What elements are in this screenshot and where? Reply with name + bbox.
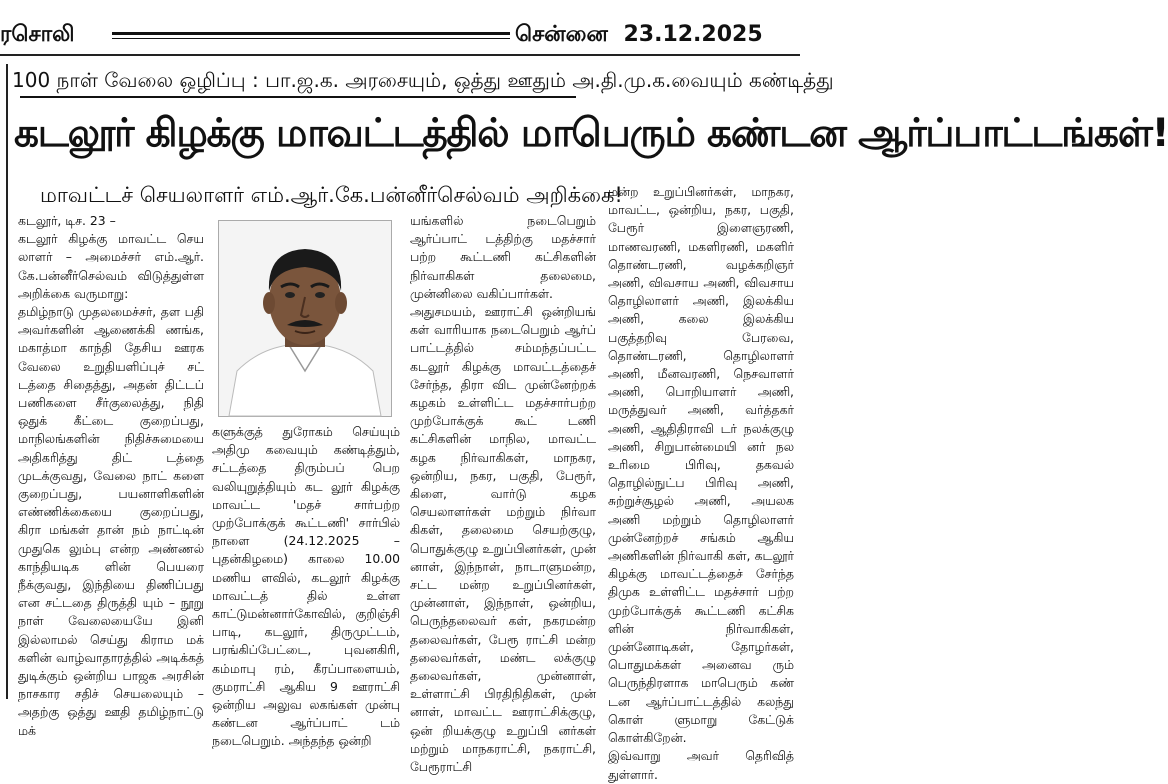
city: சென்னை <box>515 22 608 47</box>
kicker: 100 நாள் வேலை ஒழிப்பு : பா.ஜ.க. அரசையும், ஒத்து ஊதும் அ.தி.மு.க.வையும் கண்டித்து <box>12 68 834 92</box>
portrait-photo <box>218 220 392 417</box>
masthead-separator <box>0 54 800 56</box>
kicker-underline <box>20 96 576 98</box>
article-column-2: களுக்குத் துரோகம் செய்யும் அதிமு கவையும் கண்டித்தும், சட்டத்தை திரும்பப் பெற வலியுறுத்தியும் கட லூர் கிழக்கு மாவட்ட 'மதச் சார்பற்ற முற்போக்குக் கூட்டணி' சார்பில் நாளை (24.12.2025 – புதன்கிழமை) காலை 10.00 மணிய ளவில், கடலூர் கிழக்கு மாவட்டத் தில் உள்ள காட்டுமன்னார்கோவில், குறிஞ்சி பாடி, கடலூர், திருமுட்டம், பரங்கிப்பேட்டை, புவனகிரி, கம்மாபு ரம், கீரப்பாளையம், குமராட்சி ஆகிய 9 ஊராட்சி ஒன்றிய அலுவ லகங்கள் முன்பு கண்டன ஆர்ப்பாட் டம் நடைபெறும். அந்தந்த ஒன்றி <box>212 424 400 749</box>
masthead-rule <box>112 32 510 35</box>
date: 23.12.2025 <box>623 22 763 47</box>
portrait-illustration <box>219 221 391 416</box>
article-column-4: மன்ற உறுப்பினர்கள், மாநகர, மாவட்ட, ஒன்றிய, நகர, பகுதி, பேரூர் இளைஞரணி, மாணவரணி, மகளிரணி, மகளிர் தொண்டரணி, வழக்கறிஞர் அணி, விவசாய அணி, விவசாய தொழிலாளர் அணி, இலக்கிய அணி, கலை இலக்கிய பகுத்தறிவு பேரவை, தொண்டரணி, தொழிலாளர் அணி, மீனவரணி, நெசவாளர் அணி, பொறியாளர் அணி, மருத்துவர் அணி, வர்த்தகர் அணி, ஆதிதிராவி டர் நலக்குழு அணி, சிறுபான்மையி னர் நல உரிமை பிரிவு, தகவல் தொழில்நுட்ப பிரிவு அணி, சுற்றுச்சூழல் அணி, அயலக அணி மற்றும் தொழிலாளர் முன்னேற்றச் சங்கம் ஆகிய அணிகளின் நிர்வாகி கள், கடலூர் கிழக்கு மாவட்டத்தைச் சேர்ந்த திமுக உள்ளிட்ட மதச்சார் பற்ற முற்போக்குக் கூட்டணி கட்சிக ளின் நிர்வாகிகள், முன்னோடிகள், தோழர்கள், பொதுமக்கள் அனைவ ரும் பெருந்திரளாக மாபெரும் கண் டன ஆர்ப்பாட்டத்தில் கலந்து கொள் ளுமாறு கேட்டுக் கொள்கிறேன். இவ்வாறு அவர் தெரிவித் துள்ளார். <box>608 184 794 782</box>
headline: கடலூர் கிழக்கு மாவட்டத்தில் மாபெரும் கண்டன ஆர்ப்பாட்டங்கள்! <box>14 111 1168 156</box>
article-column-1: கடலூர், டிச. 23 – கடலூர் கிழக்கு மாவட்ட செய லாளர் – அமைச்சர் எம்.ஆர். கே.பன்னீர்செல்வம் விடுத்துள்ள அறிக்கை வருமாறு: தமிழ்நாடு முதலமைச்சர், தள பதி அவர்களின் ஆணைக்கி ணங்க, மகாத்மா காந்தி தேசிய ஊரக வேலை உறுதியளிப்புச் சட் டத்தை சிதைத்து, அதன் திட்டப் பணிகளை சீர்குலைத்து, நிதி ஒதுக் கீட்டை குறைப்பது, மாநிலங்களின் நிதிச்சுமையை அதிகரித்து திட் டத்தை முடக்குவது, வேலை நாட் களை குறைப்பது, பயனாளிகளின் எண்ணிக்கையை குறைப்பது, கிரா மங்கள் தான் நம் நாட்டின் முதுகெ லும்பு என்ற அண்ணல் காந்தியடிக ளின் பெயரை நீக்குவது, இந்தியை திணிப்பது என சட்டதை திருத்தி யும் – நூறு நாள் வேலையையே இனி இல்லாமல் செய்து கிராம மக் களின் வாழ்வாதாரத்தில் அடிக்கத் துடிக்கும் ஒன்றிய பாஜக அரசின் நாசகார சதிச் செயலையும் – அதற்கு ஒத்து ஊதி தமிழ்நாட்டு மக் <box>18 213 204 738</box>
paper-name: ரசொலி <box>0 22 75 47</box>
masthead-rule-thin <box>112 38 510 39</box>
subhead: மாவட்டச் செயலாளர் எம்.ஆர்.கே.பன்னீர்செல்வம் அறிக்கை! <box>40 183 623 207</box>
article-column-3: யங்களில் நடைபெறும் ஆர்ப்பாட் டத்திற்கு மதச்சார் பற்ற கூட்டணி கட்சிகளின் நிர்வாகிகள் தலைமை, முன்னிலை வகிப்பார்கள். அதுசமயம், ஊராட்சி ஒன்றியங் கள் வாரியாக நடைபெறும் ஆர்ப் பாட்டத்தில் சம்மந்தப்பட்ட கடலூர் கிழக்கு மாவட்டத்தைச் சேர்ந்த, திரா விட முன்னேற்றக் கழகம் உள்ளிட்ட மதச்சார்பற்ற முற்போக்குக் கூட் டணி கட்சிகளின் மாநில, மாவட்ட கழக நிர்வாகிகள், மாநகர, ஒன்றிய, நகர, பகுதி, பேரூர், கிளை, வார்டு கழக செயலாளர்கள் மற்றும் நிர்வா கிகள், தலைமை செயற்குழு, பொதுக்குழு உறுப்பினர்கள், முன் னாள், இந்நாள், நாடாளுமன்ற, சட்ட மன்ற உறுப்பினர்கள், முன்னாள், இந்நாள், ஒன்றிய, பெருந்தலைவர் கள், நகரமன்ற தலைவர்கள், பேரூ ராட்சி மன்ற தலைவர்கள், மண்ட லக்குழு தலைவர்கள், முன்னாள், உள்ளாட்சி பிரதிநிதிகள், முன் னாள், மாவட்ட ஊராட்சிக்குழு, ஒன் றியக்குழு உறுப்பி னர்கள் மற்றும் மாநகராட்சி, நகராட்சி, பேரூராட்சி <box>410 213 596 775</box>
dateline <box>515 22 763 50</box>
left-column-bar <box>6 64 8 699</box>
